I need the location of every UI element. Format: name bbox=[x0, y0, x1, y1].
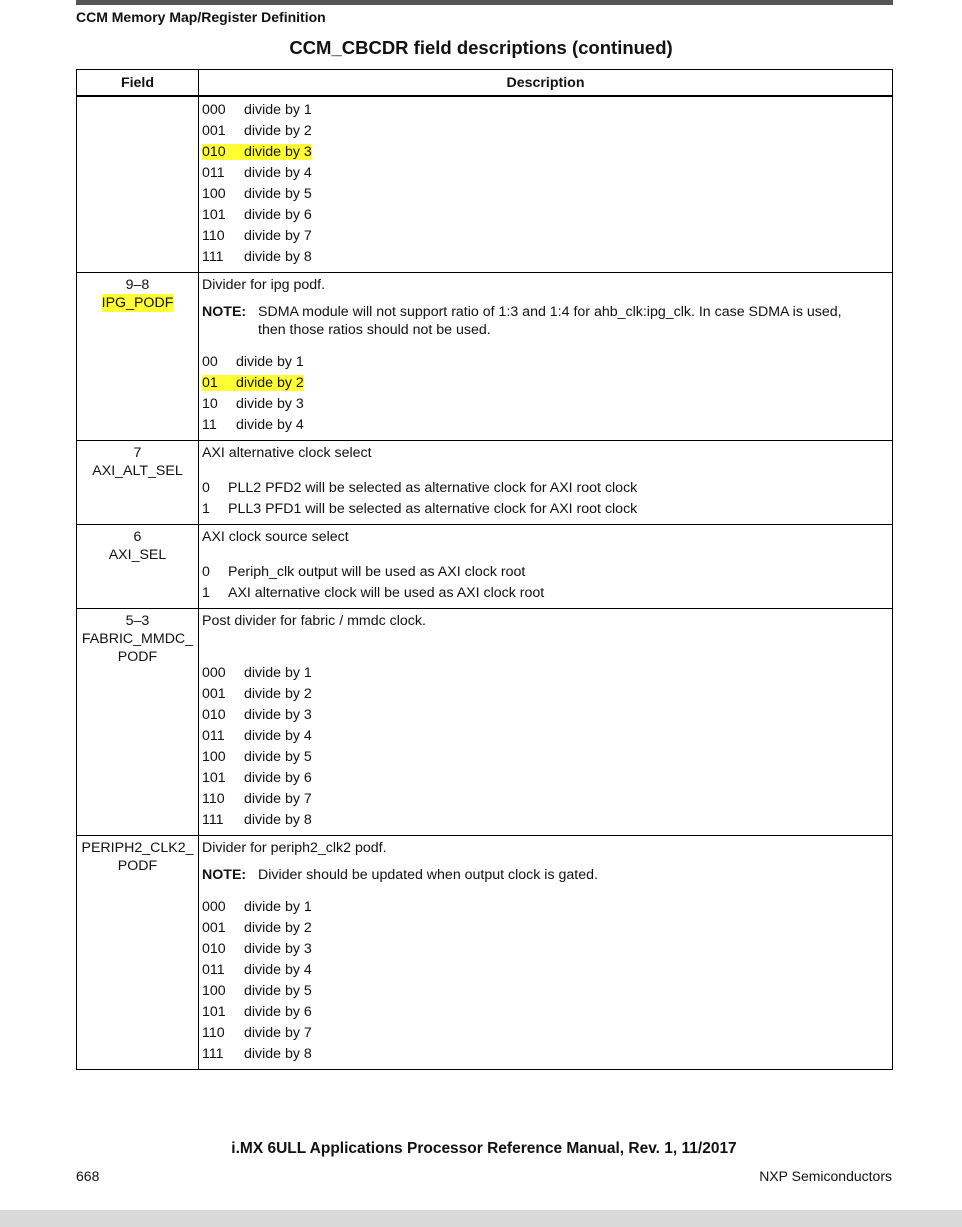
value-line: 1 AXI alternative clock will be used as AXI clock root bbox=[202, 585, 545, 601]
value-line: 110 divide by 7 bbox=[202, 1025, 312, 1041]
field-description: Post divider for fabric / mmdc clock. bbox=[202, 613, 426, 629]
value-line: 001 divide by 2 bbox=[202, 686, 312, 702]
value-line: 111 divide by 8 bbox=[202, 1046, 312, 1062]
field-descriptions-table bbox=[76, 69, 893, 1070]
field-name: AXI_SEL bbox=[108, 547, 167, 563]
field-description: Divider for ipg podf. bbox=[202, 277, 326, 293]
column-header-field: Field bbox=[77, 70, 199, 97]
table-row bbox=[77, 609, 893, 836]
table-row bbox=[77, 96, 893, 273]
value-line: 010 divide by 3 bbox=[202, 707, 312, 723]
value-line: 110 divide by 7 bbox=[202, 228, 312, 244]
note bbox=[202, 866, 892, 884]
description-cell bbox=[199, 609, 893, 836]
value-line: 001 divide by 2 bbox=[202, 123, 312, 139]
value-line: 000 divide by 1 bbox=[202, 665, 312, 681]
value-line: 100 divide by 5 bbox=[202, 983, 312, 999]
table-row bbox=[77, 273, 893, 441]
field-bits: 6 bbox=[133, 529, 142, 545]
value-line: 101 divide by 6 bbox=[202, 1004, 312, 1020]
value-line: 011 divide by 4 bbox=[202, 728, 312, 744]
page-number: 668 bbox=[76, 1168, 100, 1184]
highlight: 010 divide by 3 bbox=[202, 144, 312, 160]
description-cell bbox=[199, 441, 893, 525]
value-line: 101 divide by 6 bbox=[202, 770, 312, 786]
note-text: Divider should be updated when output clock is gated. bbox=[258, 867, 598, 883]
field-cell bbox=[77, 96, 199, 273]
note-text: SDMA module will not support ratio of 1:3 and 1:4 for ahb_clk:ipg_clk. In case SDMA is used, then those ratios should not be used. bbox=[258, 304, 842, 338]
column-header-description: Description bbox=[199, 70, 893, 97]
value-line: 010 divide by 3 bbox=[202, 941, 312, 957]
value-line: 00 divide by 1 bbox=[202, 354, 304, 370]
field-bits: 5–3 bbox=[125, 613, 150, 629]
description-cell bbox=[199, 273, 893, 441]
field-name-cont: PODF bbox=[117, 649, 158, 665]
value-line: 10 divide by 3 bbox=[202, 396, 304, 412]
field-cell bbox=[77, 525, 199, 609]
field-bits: 9–8 bbox=[125, 277, 150, 293]
top-rule bbox=[76, 0, 893, 5]
field-cell bbox=[77, 836, 199, 1070]
value-line bbox=[202, 142, 892, 163]
value-line: 111 divide by 8 bbox=[202, 812, 312, 828]
field-cell bbox=[77, 609, 199, 836]
value-line: 000 divide by 1 bbox=[202, 102, 312, 118]
field-cell bbox=[77, 441, 199, 525]
value-line: 001 divide by 2 bbox=[202, 920, 312, 936]
company-name: NXP Semiconductors bbox=[759, 1168, 892, 1184]
section-header: CCM Memory Map/Register Definition bbox=[76, 9, 326, 25]
table-row bbox=[77, 441, 893, 525]
description-cell bbox=[199, 96, 893, 273]
field-description: AXI clock source select bbox=[202, 529, 349, 545]
value-line: 100 divide by 5 bbox=[202, 186, 312, 202]
value-line: 100 divide by 5 bbox=[202, 749, 312, 765]
value-line: 11 divide by 4 bbox=[202, 417, 304, 433]
table-row bbox=[77, 836, 893, 1070]
value-line: 110 divide by 7 bbox=[202, 791, 312, 807]
note bbox=[202, 303, 892, 339]
value-line: 011 divide by 4 bbox=[202, 165, 312, 181]
note-label: NOTE: bbox=[202, 867, 247, 883]
value-line: 000 divide by 1 bbox=[202, 899, 312, 915]
field-description: Divider for periph2_clk2 podf. bbox=[202, 840, 387, 856]
value-line: 111 divide by 8 bbox=[202, 249, 312, 265]
viewer-bottom-bar bbox=[0, 1210, 962, 1227]
description-cell bbox=[199, 525, 893, 609]
note-label: NOTE: bbox=[202, 304, 247, 320]
field-name: AXI_ALT_SEL bbox=[92, 463, 183, 479]
table-header-row bbox=[77, 70, 893, 97]
field-bits: 7 bbox=[133, 445, 142, 461]
field-name: PERIPH2_CLK2_ bbox=[81, 840, 194, 856]
description-cell bbox=[199, 836, 893, 1070]
value-line: 011 divide by 4 bbox=[202, 962, 312, 978]
value-line: 1 PLL3 PFD1 will be selected as alternative clock for AXI root clock bbox=[202, 501, 638, 517]
field-name: FABRIC_MMDC_ bbox=[81, 631, 194, 647]
field-description: AXI alternative clock select bbox=[202, 445, 372, 461]
field-cell bbox=[77, 273, 199, 441]
table-row bbox=[77, 525, 893, 609]
value-line: 101 divide by 6 bbox=[202, 207, 312, 223]
table-title: CCM_CBCDR field descriptions (continued) bbox=[289, 37, 673, 58]
value-line: 0 Periph_clk output will be used as AXI clock root bbox=[202, 564, 526, 580]
value-line: 0 PLL2 PFD2 will be selected as alternative clock for AXI root clock bbox=[202, 480, 638, 496]
field-name: IPG_PODF bbox=[101, 295, 174, 311]
field-name-cont: PODF bbox=[117, 858, 158, 874]
value-line bbox=[202, 373, 892, 394]
highlight: 01 divide by 2 bbox=[202, 375, 304, 391]
manual-title: i.MX 6ULL Applications Processor Reference Manual, Rev. 1, 11/2017 bbox=[231, 1140, 737, 1157]
